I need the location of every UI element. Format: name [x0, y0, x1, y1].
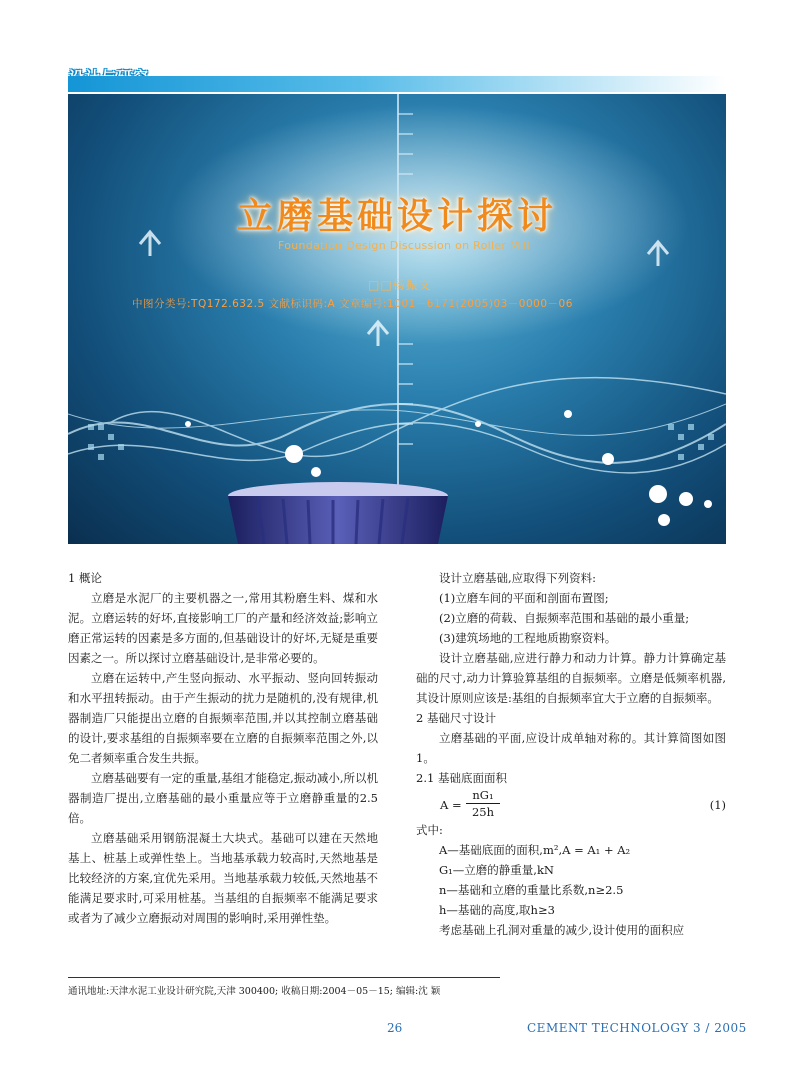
subsection-heading-2-1: 2.1 基础底面面积: [416, 771, 507, 785]
paragraph: 立磨在运转中,产生竖向振动、水平振动、竖向回转振动和水平扭转振动。由于产生振动的扰力是随机的,没有规律,机器制造厂只能提出立磨的自振频率范围,并以其控制立磨基础的设计,要求基组的自振频率要在立磨的自振频率范围之外,以免二者频率重合发生共振。: [68, 671, 378, 765]
formula-1: [416, 788, 726, 820]
article-title: 立磨基础设计探讨: [236, 196, 557, 237]
definition: G₁—立磨的静重量,kN: [439, 863, 554, 877]
journal-name: CEMENT TECHNOLOGY 3 / 2005: [527, 1021, 747, 1035]
page-number: 26: [387, 1021, 403, 1035]
hero-graphics: [68, 94, 726, 544]
hero-dot-grid: [88, 424, 714, 460]
paragraph: 立磨基础的平面,应设计成单轴对称的。其计算简图如图1。: [416, 731, 726, 765]
formula-numerator: nG₁: [466, 788, 500, 804]
roller-mill-graphic: [228, 482, 448, 544]
formula-denominator: 25h: [471, 805, 495, 819]
footnote-rule: [68, 977, 500, 978]
list-item: (2)立磨的荷载、自振频率范围和基础的最小重量;: [439, 611, 690, 625]
paragraph: 考虑基础上孔洞对重量的减少,设计使用的面积应: [439, 923, 685, 937]
article-subtitle: Foundation Design Discussion on Roller Mill: [278, 239, 530, 252]
header-bar: [68, 76, 726, 92]
footnote: 通讯地址:天津水泥工业设计研究院,天津 300400; 收稿日期:2004－05－15; 编辑:沈 颖: [68, 986, 441, 997]
section-heading-2: 2 基础尺寸设计: [416, 711, 496, 725]
list-item: (1)立磨车间的平面和剖面布置图;: [439, 591, 609, 605]
formula-fraction: [466, 788, 500, 819]
right-column: [416, 568, 726, 940]
formula-lhs: A =: [440, 798, 462, 812]
article-author: □□杨振文: [368, 278, 432, 292]
definition: n—基础和立磨的重量比系数,n≥2.5: [439, 883, 624, 897]
section-heading-1: 1 概论: [68, 571, 102, 585]
paragraph: 设计立磨基础,应进行静力和动力计算。静力计算确定基础的尺寸,动力计算验算基组的自振频率。立磨是低频率机器,其设计原则应该是:基组的自振频率宜大于立磨的自振频率。: [416, 651, 726, 705]
paragraph: 立磨是水泥厂的主要机器之一,常用其粉磨生料、煤和水泥。立磨运转的好坏,直接影响工厂的产量和经济效益;影响立磨正常运转的因素是多方面的,但基础设计的好坏,无疑是重要因素之一。所以探讨立磨基础设计,是非常必要的。: [68, 591, 378, 665]
article-classification: 中图分类号:TQ172.632.5 文献标识码:A 文章编号:1001－6171(2005)03－0000－06: [132, 298, 573, 310]
paragraph: 设计立磨基础,应取得下列资料:: [439, 571, 597, 585]
paragraph: 立磨基础采用钢筋混凝土大块式。基础可以建在天然地基上、桩基上或弹性垫上。当地基承载力较高时,天然地基是比较经济的方案,宜优先采用。当地基承载力较低,天然地基不能满足要求时,可采用桩基。当基组的自振频率不能满足要求或者为了减少立磨振动对周围的影响时,采用弹性垫。: [68, 831, 378, 925]
definition: h—基础的高度,取h≥3: [439, 903, 555, 917]
paragraph: 立磨基础要有一定的重量,基组才能稳定,振动减小,所以机器制造厂提出,立磨基础的最小重量应等于立磨静重量的2.5倍。: [68, 771, 378, 825]
definition: A—基础底面的面积,m²,A = A₁ + A₂: [439, 843, 631, 857]
formula-number: (1): [709, 798, 726, 812]
left-column: [68, 568, 378, 928]
hero-banner: [68, 94, 726, 544]
list-item: (3)建筑场地的工程地质勘察资料。: [439, 631, 617, 645]
where-label: 式中:: [416, 823, 443, 837]
